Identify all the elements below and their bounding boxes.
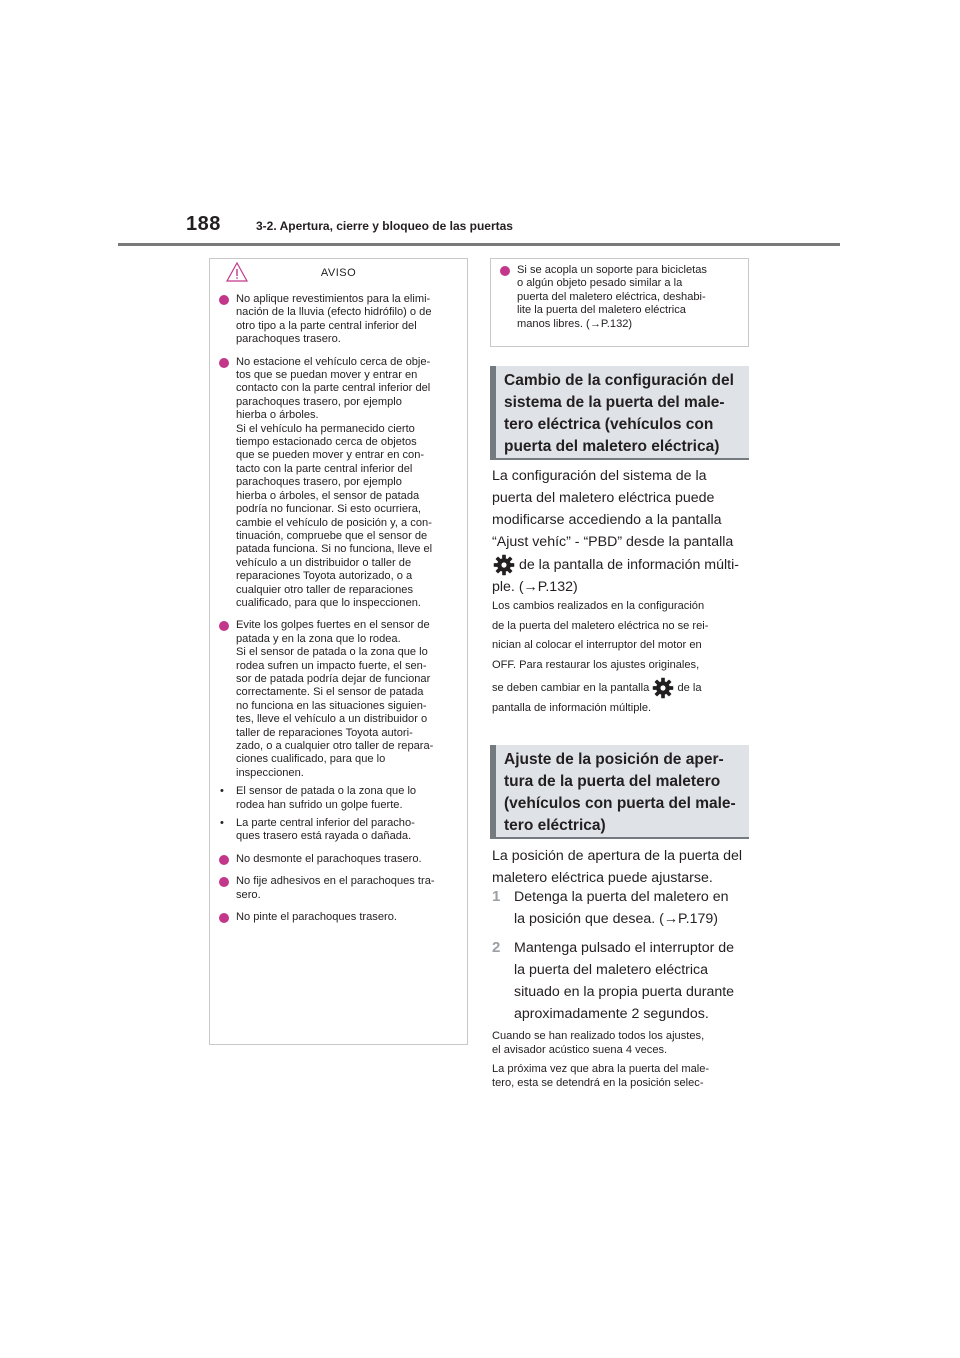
text-line: sero. [236,888,261,901]
text-line: La configuración del sistema de la [492,468,707,484]
heading-line: Cambio de la configuración del [504,372,734,389]
section1-body [492,465,750,598]
text-line: situado en la propia puerta durante [514,984,735,1000]
text-line: contacto con la parte central inferior del [236,382,431,395]
settings-gear-icon [652,677,674,699]
heading-line: (vehículos con puerta del male- [504,795,736,812]
text-line: no funciona en las situaciones siguien- [236,699,427,712]
text-line: Si el sensor de patada o la zona que lo [236,646,428,659]
text-line: No aplique revestimientos para la elimi- [236,293,431,305]
section-title: 3-2. Apertura, cierre y bloqueo de las puertas [256,219,513,233]
warning-item-text [236,853,459,866]
section1-small-gear-line [492,677,750,699]
text-line: tacto con la parte central inferior del [236,462,413,475]
sub-bullet: • [220,817,224,830]
text-line: taller de reparaciones Toyota autori- [236,726,413,739]
text-line: patada y en la zona que lo rodea. [236,632,401,645]
step-number: 2 [492,939,501,956]
section1-body-last: ple. (→P.132) [492,579,578,596]
section1-body-lines [492,465,750,553]
section1-small [492,597,750,719]
text-line: vehículo a un distribuidor o taller de [236,556,412,569]
heading-line: tero eléctrica (vehículos con [504,416,714,433]
text-line: podría no funcionar. Si esto ocurriera, [236,503,422,516]
heading-line: tero eléctrica) [504,817,606,834]
settings-gear-icon [493,554,515,576]
text-line: OFF. Para restaurar los ajustes originales, [492,658,700,671]
text-line: hierba o árboles, el sensor de patada [236,489,420,502]
note-box [490,258,749,347]
step-2 [492,937,750,1025]
text-line: Si se acopla un soporte para bicicletas [517,264,707,276]
text-line: La próxima vez que abra la puerta del male- [492,1063,710,1075]
text-line: Evite los golpes fuertes en el sensor de [236,619,430,632]
step-text [492,937,750,1025]
text-line: nician al colocar el interruptor del motor en [492,639,702,651]
text-line: o algún objeto pesado similar a la [517,277,683,290]
section1-small-lines [492,597,750,675]
warning-box [209,258,468,1045]
heading-line: puerta del maletero eléctrica) [504,438,720,455]
bullet-dot [219,358,229,368]
text-line: ques trasero está rayada o dañada. [236,830,412,843]
warning-item-text [236,356,459,611]
text-line: tinuación, compruebe que el sensor de [236,529,428,542]
text-line: Si el vehículo ha permanecido cierto [236,422,415,435]
text-line: No estacione el vehículo cerca de obje- [236,355,431,368]
text-line: parachoques trasero. [236,333,341,346]
section1-gear-text: de la pantalla de información múlti- [515,557,739,573]
text-line: aproximadamente 2 segundos. [514,1006,709,1022]
section1-small-after: de la [674,681,702,694]
text-line: Mantenga pulsado el interruptor de [514,940,735,956]
text-line: parachoques trasero, por ejemplo [236,476,402,489]
text-line: nación de la lluvia (efecto hidrófilo) o de [236,306,432,319]
text-line: ciones cualificado, para que lo [236,753,386,766]
text-line: El sensor de patada o la zona que lo [236,785,417,798]
text-line: correctamente. Si el sensor de patada [236,686,424,699]
text-line: No fije adhesivos en el parachoques tra- [236,875,435,888]
text-line: otro tipo a la parte central inferior del [236,319,417,332]
note-paragraph [492,1063,750,1090]
text-line: No pinte el parachoques trasero. [236,911,397,924]
warning-sub-item [218,817,459,844]
note-paragraph [492,1030,750,1057]
warning-item [218,293,459,347]
warning-item [218,911,459,924]
text-line: maletero eléctrica puede ajustarse. [492,870,713,886]
text-line: No desmonte el parachoques trasero. [236,852,422,865]
warning-title: AVISO [320,267,357,279]
text-line: Cuando se han realizado todos los ajustes, [492,1030,705,1042]
section1-gear-line [492,554,750,576]
text-line: cualquier otro taller de reparaciones [236,583,413,596]
text-line: rodea han sufrido un golpe fuerte. [236,798,403,811]
text-line: tos que se puedan mover y entrar en [236,369,418,382]
warning-body [210,287,467,924]
page-number: 188 [186,213,221,235]
warning-item [218,356,459,611]
text-line: parachoques trasero, por ejemplo [236,395,402,408]
warning-item [218,853,459,866]
bullet-dot [219,855,229,865]
section2-intro [492,845,750,889]
heading-line: sistema de la puerta del male- [504,394,725,411]
text-line: puerta del maletero eléctrica, deshabi- [517,290,706,303]
text-line: hierba o árboles. [236,409,319,422]
text-line: La posición de apertura de la puerta del [492,848,743,864]
note-item [499,264,740,331]
warning-item-text [236,619,459,780]
warning-item-text [236,875,459,902]
warning-sub-item [218,785,459,812]
text-line: La parte central inferior del paracho- [236,817,415,830]
text-line: puerta del maletero eléctrica puede [492,490,715,506]
warning-item [218,619,459,780]
text-line: tero, esta se detendrá en la posición selec- [492,1076,704,1089]
text-line: zado, o a cualquier otro taller de repara- [236,740,434,752]
warning-item [218,875,459,902]
step-number: 1 [492,888,501,905]
section-heading-position [490,745,749,839]
text-line: patada funciona. Si no funciona, lleve el [236,543,433,556]
section-heading-config [490,366,749,460]
section2-notes [492,1030,750,1096]
text-line: tiempo estacionado cerca de objetos [236,436,417,449]
text-line: que se pueden mover y entrar en con- [236,449,425,462]
bullet-dot [219,295,229,305]
text-line: modificarse accediendo a la pantalla [492,512,722,528]
text-line: Los cambios realizados en la configuración [492,600,705,612]
warning-item-text [236,911,459,924]
text-line: lite la puerta del maletero eléctrica [517,304,686,317]
warning-item-text [236,293,459,347]
sub-bullet: • [220,785,224,798]
text-line: cambie el vehículo de posición y, a con- [236,516,432,529]
text-line: el avisador acústico suena 4 veces. [492,1043,668,1056]
warning-header [210,259,467,287]
text-line: reparaciones Toyota autorizado, o a [236,570,413,583]
section1-small-last: pantalla de información múltiple. [492,702,652,714]
text-line: “Ajust vehíc” - “PBD” desde la pantalla [492,534,734,550]
text-line: la posición que desea. (→P.179) [514,911,719,927]
text-line: inspeccionen. [236,766,304,779]
step-text [492,886,750,930]
note-text [517,264,740,331]
step-1 [492,886,750,930]
section1-small-before: se deben cambiar en la pantalla [492,681,653,694]
heading-line: tura de la puerta del maletero [504,773,721,790]
bullet-dot [219,913,229,923]
text-line: tes, lleve el vehículo a un distribuidor o [236,713,428,726]
heading-line: Ajuste de la posición de aper- [504,751,724,768]
text-line: sor de patada podría dejar de funcionar [236,672,431,685]
bullet-dot [219,877,229,887]
text-line: de la puerta del maletero eléctrica no se rei- [492,619,709,632]
header-rule [118,243,840,246]
text-line: manos libres. (→P.132) [517,317,633,330]
text-line: la puerta del maletero eléctrica [514,962,708,978]
text-line: Detenga la puerta del maletero en [514,889,729,905]
warning-triangle-icon [226,262,248,282]
text-line: rodea sufren un impacto fuerte, el sen- [236,659,427,672]
bullet-dot [500,266,510,276]
bullet-dot [219,621,229,631]
text-line: cualificado, para que lo inspeccionen. [236,596,422,609]
